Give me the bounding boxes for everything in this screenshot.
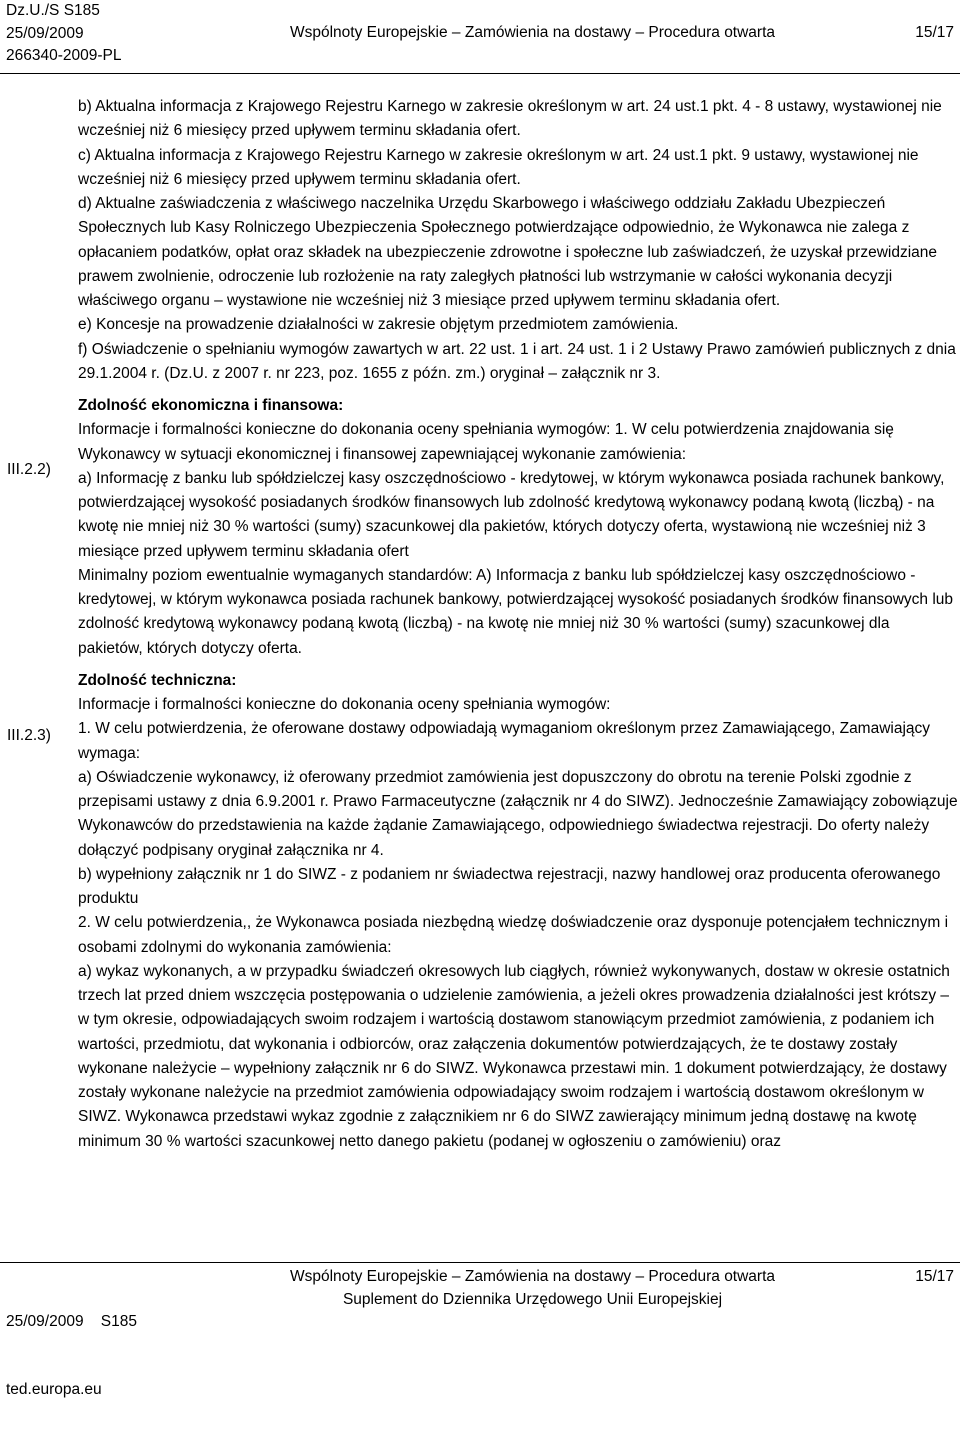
technical-intro: Informacje i formalności konieczne do dokonania oceny spełniania wymogów: (78, 696, 611, 713)
technical-item-2a: a) wykaz wykonanych, a w przypadku świadczeń okresowych lub ciągłych, również wykonywanych, dostaw w okresie ostatnich trzech lat przed dniem wszczęcia postępowania o udzielenie zamówienia, a jeżeli okres prowadzenia działalności jest krótszy – w tym okresie, odpowiadających swoim rodzajem i wartością dostawom stanowiącym przedmiot zamówienia, z podaniem ich wartości, przedmiotu, dat wykonania i odbiorców, oraz załączenia dokumentów potwierdzających, że te dostawy zostały wykonane należycie – wypełniony załącznik nr 6 do SIWZ. Wykonawca przestawi min. 1 dokument potwierdzający, że dostawy zostały wykonane należycie na przedmiot zamówienia odpowiadający swoim rodzajem i wartością dostawom określonym w SIWZ. Wykonawca przedstawi wykaz zgodnie z załącznikiem nr 6 do SIWZ zawierający minimum jedną dostawę na kwotę minimum 30 % wartości szacunkowej netto danego pakietu (podanej w ogłoszeniu o zamówieniu) oraz (78, 962, 950, 1150)
header-rule (0, 73, 960, 74)
header-notice-id: 266340-2009-PL (6, 47, 122, 64)
section-title-economic: Zdolność ekonomiczna i finansowa: (78, 397, 344, 414)
paragraph-d: d) Aktualne zaświadczenia z właściwego naczelnika Urzędu Skarbowego i właściwego oddziału Zakładu Ubezpieczeń Społecznych lub Kasy Rolniczego Ubezpieczenia Społecznego potwierdzające odpowiednio, że Wykonawca nie zalega z opłacaniem podatków, opłat oraz składek na ubezpieczenie zdrowotne i społeczne lub zaświadczeń, że uzyskał przewidziane prawem zwolnienie, odroczenie lub rozłożenie na raty zaległych płatności lub wstrzymanie w całości wykonania decyzji właściwego organu – wystawione nie wcześniej niż 3 miesiące przed upływem terminu składania ofert. (78, 195, 938, 309)
header-center (0, 22, 960, 44)
page-footer (0, 1266, 960, 1398)
header-journal-ref: Dz.U./S S185 (6, 2, 100, 19)
economic-intro: Informacje i formalności konieczne do dokonania oceny spełniania wymogów: 1. W celu potwierdzenia znajdowania się Wykonawcy w sytuacji ekonomicznej i finansowej zapewniającej wykonanie zamówienia: (78, 421, 894, 463)
footer-rule (0, 1262, 960, 1263)
section-title-technical: Zdolność techniczna: (78, 671, 237, 689)
economic-minimum-standards: Minimalny poziom ewentualnie wymaganych standardów: A) Informacja z banku lub spółdzielczej kasy oszczędnościowo - kredytowej, w którym wykonawca posiada rachunek bankowy, potwierdzającej wysokość posiadanych środków finansowych lub zdolność kredytową wykonawcy podaną kwotą (liczbą) - na kwotę nie mniej niż 30 % wartości (sumy) szacunkowej dla pakietów, których dotyczy oferta. (78, 566, 954, 657)
section-number-iii-2-2: III.2.2) (7, 461, 51, 478)
footer-title: Wspólnoty Europejskie – Zamówienia na dostawy – Procedura otwarta (289, 1268, 776, 1285)
header-page-number: 15/17 (915, 24, 954, 41)
footer-site[interactable]: ted.europa.eu (6, 1380, 102, 1398)
footer-supplement: Suplement do Dziennika Urzędowego Unii Europejskiej (342, 1290, 723, 1308)
header-title: Wspólnoty Europejskie – Zamówienia na dostawy – Procedura otwarta (289, 24, 776, 41)
technical-item-2: 2. W celu potwierdzenia,, że Wykonawca posiada niezbędną wiedzę doświadczenie oraz dysponuje potencjałem technicznym i osobami zdolnymi do wykonania zamówienia: (78, 914, 949, 956)
paragraph-c: c) Aktualna informacja z Krajowego Rejestru Karnego w zakresie określonym w art. 24 ust.1 pkt. 9 ustawy, wystawionej nie wcześniej niż 6 miesięcy przed upływem terminu składania ofert. (78, 146, 919, 188)
footer-center (0, 1266, 960, 1311)
footer-left (6, 1266, 137, 1446)
technical-item-1b: b) wypełniony załącznik nr 1 do SIWZ - z podaniem nr świadectwa rejestracji, nazwy handlowej oraz producenta oferowanego produktu (78, 865, 941, 907)
technical-item-1: 1. W celu potwierdzenia, że oferowane dostawy odpowiadają wymaganiom określonym przez Zamawiającego, Zamawiający wymaga: (78, 720, 931, 762)
header-left (6, 0, 122, 68)
header-date: 25/09/2009 (6, 24, 84, 42)
technical-item-1a: a) Oświadczenie wykonawcy, iż oferowany przedmiot zamówienia jest dopuszczony do obrotu na terenie Polski zgodnie z przepisami ustawy z dnia 6.9.2001 r. Prawo Farmaceutyczne (załącznik nr 4 do SIWZ). Jednocześnie Zamawiający zobowiązuje Wykonawców do przedstawienia na każde żądanie Zamawiającego, odpowiedniego świadectwa rejestracji. Do oferty należy dołączyć podpisany oryginał załącznika nr 4. (78, 768, 958, 859)
document-body (78, 95, 958, 1154)
paragraph-b: b) Aktualna informacja z Krajowego Rejestru Karnego w zakresie określonym w art. 24 ust.1 pkt. 4 - 8 ustawy, wystawionej nie wcześniej niż 6 miesięcy przed upływem terminu składania ofert. (78, 98, 942, 140)
paragraph-e: e) Koncesje na prowadzenie działalności w zakresie objętym przedmiotem zamówienia. (78, 316, 679, 334)
footer-date-code: 25/09/2009 S185 (6, 1313, 138, 1330)
economic-item-a: a) Informację z banku lub spółdzielczej kasy oszczędnościowo - kredytowej, w którym wykonawca posiada rachunek bankowy, potwierdzającej wysokość posiadanych środków finansowych lub zdolność kredytową wykonawcy podaną kwotą (liczbą) - na kwotę nie mniej niż 30 % wartości (sumy) szacunkowej dla pakietów, których dotyczy oferta, wystawioną nie wcześniej niż 3 miesiące przed upływem terminu składania ofert (78, 469, 945, 560)
page-header (0, 0, 960, 70)
section-number-iii-2-3: III.2.3) (7, 727, 51, 744)
paragraph-f: f) Oświadczenie o spełnianiu wymogów zawartych w art. 22 ust. 1 i art. 24 ust. 1 i 2 Ustawy Prawo zamówień publicznych z dnia 29.1.2004 r. (Dz.U. z 2007 r. nr 223, poz. 1655 z późn. zm.) oryginał – załącznik nr 3. (78, 340, 956, 382)
footer-page-number: 15/17 (915, 1268, 954, 1285)
